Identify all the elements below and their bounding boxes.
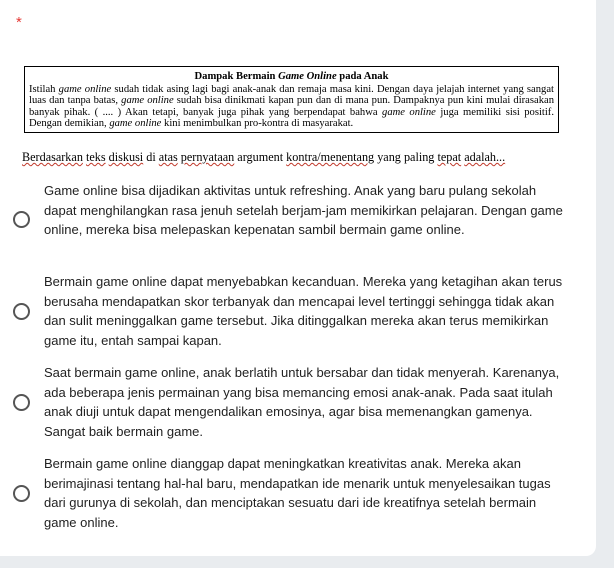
answer-option-text[interactable]: Bermain game online dapat menyebabkan kecanduan. Mereka yang ketagihan akan terus berusaha mendapatkan skor terbanyak dan mencapai level tertinggi sehingga tidak akan dan sulit meninggalkan game tersebut. Jika ditinggalkan mereka akan terus memikirkan game itu, entah sampai kapan. bbox=[44, 274, 563, 348]
passage-text: juga memiliki sisi positif. Dengan demikian, bbox=[29, 106, 554, 130]
question-word: adalah... bbox=[464, 150, 506, 164]
question-word: diskusi bbox=[108, 150, 144, 164]
question-prompt bbox=[22, 150, 582, 165]
question-text: argument bbox=[234, 150, 287, 164]
question-word: Berdasarkan bbox=[22, 150, 83, 164]
question-word: tepat bbox=[437, 150, 462, 164]
passage-body bbox=[29, 84, 554, 130]
passage-text: kini menimbulkan pro-kontra di masyarakat. bbox=[161, 118, 354, 130]
question-word: atas bbox=[158, 150, 178, 164]
passage-emphasis: game online bbox=[382, 106, 436, 118]
radio-button-d[interactable] bbox=[13, 485, 30, 502]
radio-button-b[interactable] bbox=[13, 303, 30, 320]
passage-title-post: pada Anak bbox=[336, 71, 389, 82]
answer-option-text[interactable]: Bermain game online dianggap dapat meningkatkan kreativitas anak. Mereka akan berimajinasi tentang hal-hal baru, mendapatkan ide menarik untuk menyelesaikan tugas dari gurunya di sekolah, dan menciptakan sesuatu dari ide kreatifnya setelah bermain game online. bbox=[44, 456, 551, 530]
radio-button-a[interactable] bbox=[13, 211, 30, 228]
passage-title-emphasis: Game Online bbox=[278, 71, 337, 82]
passage-title bbox=[29, 71, 554, 83]
passage-emphasis: game online bbox=[121, 95, 174, 107]
reading-passage bbox=[24, 66, 559, 133]
answer-option-text[interactable]: Game online bisa dijadikan aktivitas untuk refreshing. Anak yang baru pulang sekolah dapat menghilangkan rasa jenuh setelah berjam-jam memikirkan pelajaran. Dengan game online, mereka bisa melepaskan kepenatan sambil bermain game online. bbox=[44, 183, 563, 237]
question-text: di bbox=[143, 150, 159, 164]
question-word: teks bbox=[85, 150, 106, 164]
passage-text: sudah bisa dinikmati kapan pun dan di mana pun. Dampaknya pun kini mulai dirasakan banyak pihak. ( .... ) Akan tetapi, banyak juga pihak yang berpendapat bahwa bbox=[29, 95, 554, 118]
question-word: pernyataan bbox=[180, 150, 235, 164]
passage-text: Istilah bbox=[29, 83, 59, 95]
required-marker: * bbox=[16, 14, 22, 31]
passage-text: sudah tidak asing lagi bagi anak-anak dan remaja masa kini. Dengan daya jelajah internet yang sangat luas dan tanpa batas, bbox=[29, 83, 554, 107]
radio-button-c[interactable] bbox=[13, 394, 30, 411]
passage-title-pre: Dampak Bermain bbox=[194, 71, 279, 82]
passage-emphasis: game online bbox=[109, 118, 162, 130]
answer-option-text[interactable]: Saat bermain game online, anak berlatih untuk bersabar dan tidak menyerah. Karenanya, ada beberapa jenis permainan yang bisa memancing emosi anak-anak. Pada saat itulah anak diuji untuk dapat mengendalikan emosinya, agar bisa memenangkan gamenya. Sangat baik bermain game. bbox=[44, 365, 560, 439]
question-word: kontra/menentang bbox=[286, 150, 375, 164]
question-text: yang paling bbox=[374, 150, 438, 164]
passage-emphasis: game online bbox=[58, 83, 112, 95]
